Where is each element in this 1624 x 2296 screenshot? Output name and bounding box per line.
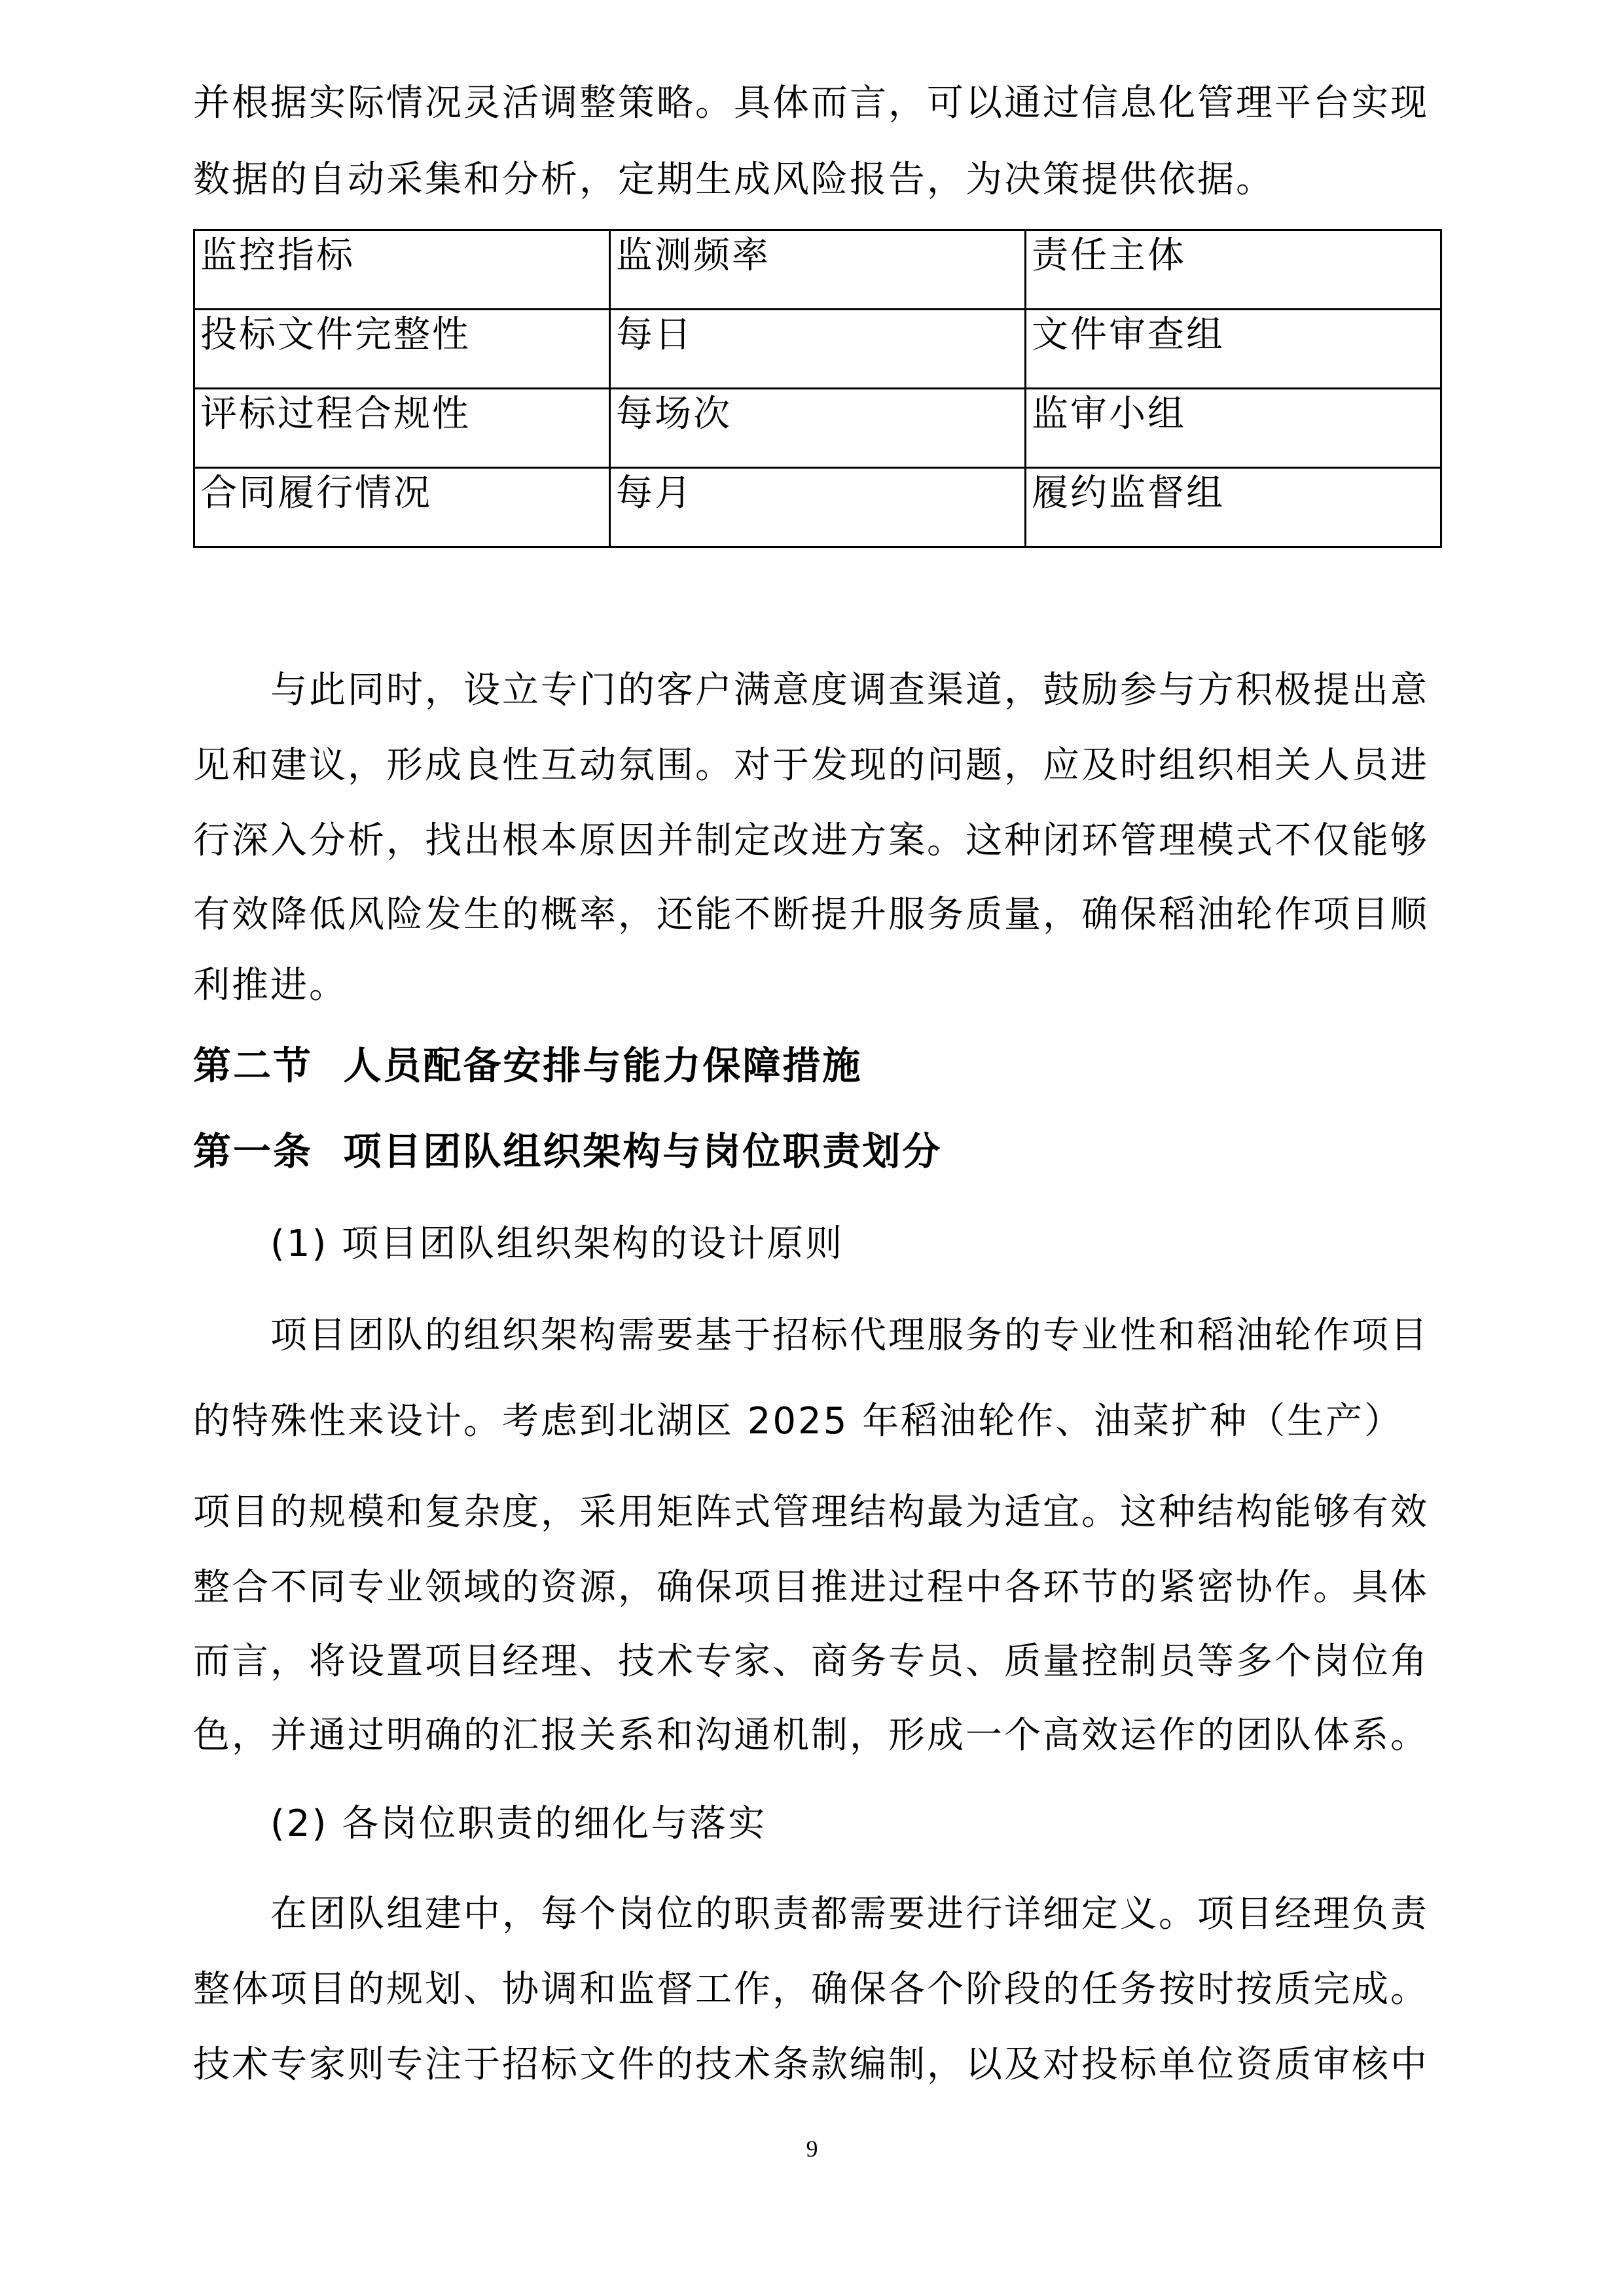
paragraph-line: 数据的自动采集和分析，定期生成风险报告，为决策提供依据。: [193, 158, 1274, 201]
paragraph-line: 的特殊性来设计。考虑到北湖区 2025 年稻油轮作、油菜扩种（生产）: [193, 1400, 1403, 1443]
subheading: (2) 各岗位职责的细化与落实: [270, 1803, 767, 1845]
section-heading: 第二节 人员配备安排与能力保障措施: [193, 1043, 863, 1088]
table-cell: 文件审查组: [1026, 310, 1441, 389]
paragraph-line: 项目的规模和复杂度，采用矩阵式管理结构最为适宜。这种结构能够有效: [193, 1491, 1429, 1534]
table-header-cell: 监控指标: [194, 230, 610, 310]
table-header-row: [194, 230, 1441, 310]
table-cell: 每日: [610, 310, 1026, 389]
paragraph-line: 并根据实际情况灵活调整策略。具体而言，可以通过信息化管理平台实现: [193, 82, 1429, 124]
table-cell: 监审小组: [1026, 389, 1441, 468]
paragraph-line: 整合不同专业领域的资源，确保项目推进过程中各环节的紧密协作。具体: [193, 1566, 1429, 1609]
paragraph-line: 在团队组建中，每个岗位的职责都需要进行详细定义。项目经理负责: [270, 1893, 1429, 1935]
paragraph-line: 整体项目的规划、协调和监督工作，确保各个阶段的任务按时按质完成。: [193, 1968, 1429, 2011]
paragraph-line: 行深入分析，找出根本原因并制定改进方案。这种闭环管理模式不仅能够: [193, 819, 1429, 862]
subheading: (1) 项目团队组织架构的设计原则: [270, 1223, 844, 1265]
paragraph-line: 有效降低风险发生的概率，还能不断提升服务质量，确保稻油轮作项目顺: [193, 893, 1429, 936]
table-row: [194, 310, 1441, 389]
monitoring-table: [193, 229, 1442, 548]
paragraph-line: 技术专家则专注于招标文件的技术条款编制，以及对投标单位资质审核中: [193, 2043, 1429, 2086]
paragraph-line: 而言，将设置项目经理、技术专家、商务专员、质量控制员等多个岗位角: [193, 1640, 1429, 1683]
paragraph-line: 项目团队的组织架构需要基于招标代理服务的专业性和稻油轮作项目: [270, 1314, 1429, 1357]
paragraph-line: 见和建议，形成良性互动氛围。对于发现的问题，应及时组织相关人员进: [193, 744, 1429, 787]
table-cell: 投标文件完整性: [194, 310, 610, 389]
table-header-cell: 责任主体: [1026, 230, 1441, 310]
table-cell: 评标过程合规性: [194, 389, 610, 468]
table-cell: 合同履行情况: [194, 468, 610, 547]
paragraph-line: 利推进。: [193, 964, 348, 1007]
paragraph-line: 与此同时，设立专门的客户满意度调查渠道，鼓励参与方积极提出意: [270, 669, 1429, 711]
paragraph-line: 色，并通过明确的汇报关系和沟通机制，形成一个高效运作的团队体系。: [193, 1714, 1429, 1757]
article-heading: 第一条 项目团队组织架构与岗位职责划分: [193, 1129, 943, 1174]
table-row: [194, 468, 1441, 547]
page-number: 9: [806, 2136, 818, 2162]
table-row: [194, 389, 1441, 468]
table-header-cell: 监测频率: [610, 230, 1026, 310]
table-cell: 履约监督组: [1026, 468, 1441, 547]
table-cell: 每场次: [610, 389, 1026, 468]
table-cell: 每月: [610, 468, 1026, 547]
